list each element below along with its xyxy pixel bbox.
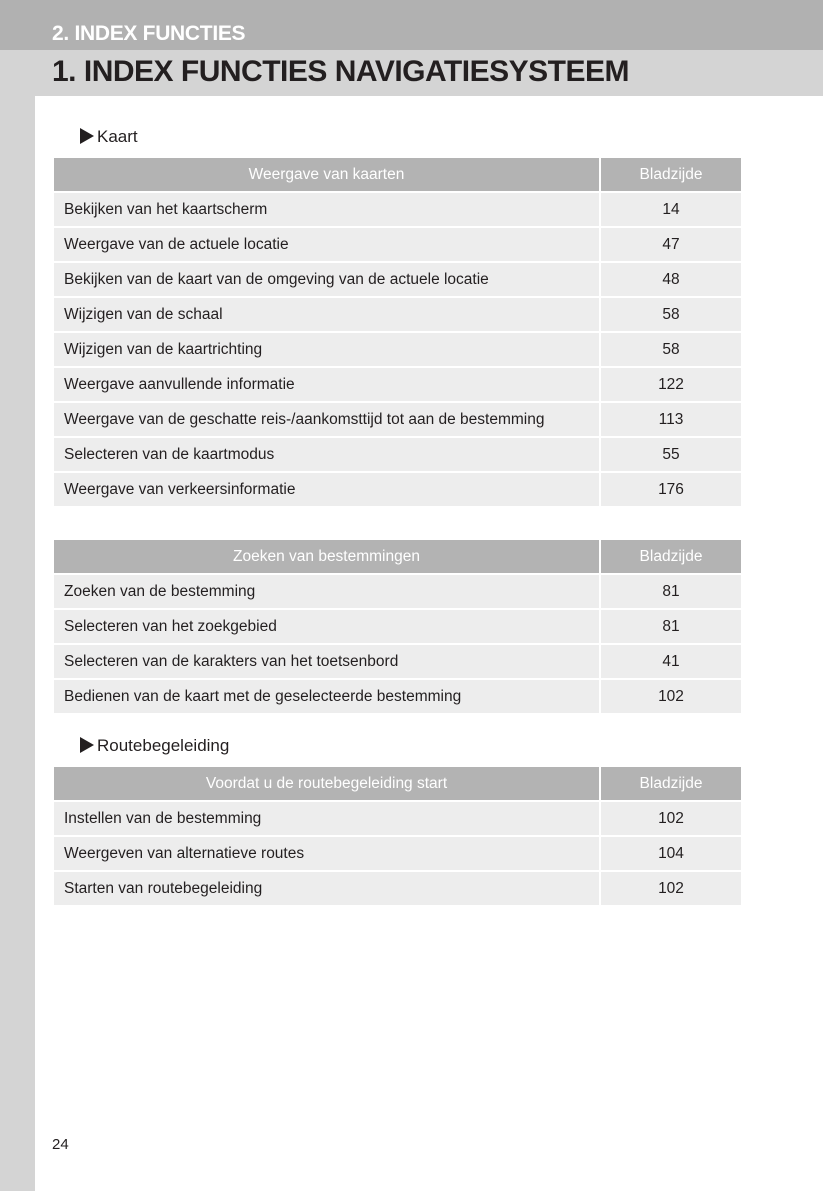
topic-cell: Weergave van de actuele locatie [53,227,600,262]
table-row [53,679,742,714]
table-row [53,472,742,507]
topic-cell: Instellen van de bestemming [53,801,600,836]
table-row [53,836,742,871]
column-header-topic: Voordat u de routebegeleiding start [53,766,600,801]
topic-cell: Zoeken van de bestemming [53,574,600,609]
topic-cell: Weergave aanvullende informatie [53,367,600,402]
topic-cell: Bekijken van de kaart van de omgeving van de actuele locatie [53,262,600,297]
table-header-row [53,766,742,801]
topic-cell: Wijzigen van de schaal [53,297,600,332]
table-row [53,437,742,472]
section-kaart [80,127,138,147]
table-header-row [53,539,742,574]
table-row [53,644,742,679]
page-cell: 58 [600,332,742,367]
page-cell: 102 [600,801,742,836]
column-header-topic: Weergave van kaarten [53,157,600,192]
page-cell: 47 [600,227,742,262]
topic-cell: Selecteren van de karakters van het toetsenbord [53,644,600,679]
page-cell: 14 [600,192,742,227]
page-cell: 104 [600,836,742,871]
page-cell: 102 [600,871,742,906]
section-routebegeleiding [80,736,229,756]
section-label: Kaart [97,127,138,146]
table-row [53,801,742,836]
page-cell: 48 [600,262,742,297]
topic-cell: Weergave van verkeersinformatie [53,472,600,507]
table-weergave-kaarten [52,156,743,508]
topic-cell: Selecteren van het zoekgebied [53,609,600,644]
page-title: 1. INDEX FUNCTIES NAVIGATIESYSTEEM [52,55,629,88]
column-header-page: Bladzijde [600,539,742,574]
page-cell: 81 [600,609,742,644]
topic-cell: Weergeven van alternatieve routes [53,836,600,871]
chapter-heading: 2. INDEX FUNCTIES [52,22,246,45]
table-row [53,262,742,297]
topic-cell: Wijzigen van de kaartrichting [53,332,600,367]
topic-cell: Bekijken van het kaartscherm [53,192,600,227]
topic-cell: Bedienen van de kaart met de geselecteerde bestemming [53,679,600,714]
column-header-page: Bladzijde [600,766,742,801]
page-cell: 122 [600,367,742,402]
table-row [53,297,742,332]
column-header-topic: Zoeken van bestemmingen [53,539,600,574]
page-cell: 58 [600,297,742,332]
table-row [53,574,742,609]
triangle-bullet-icon [80,737,94,753]
table-header-row [53,157,742,192]
topic-cell: Starten van routebegeleiding [53,871,600,906]
page-cell: 176 [600,472,742,507]
page-cell: 113 [600,402,742,437]
table-row [53,192,742,227]
triangle-bullet-icon [80,128,94,144]
side-strip [0,96,35,1191]
page-cell: 55 [600,437,742,472]
page-cell: 41 [600,644,742,679]
table-row [53,871,742,906]
table-row [53,332,742,367]
table-zoeken-bestemmingen [52,538,743,715]
table-row [53,367,742,402]
table-row [53,609,742,644]
column-header-page: Bladzijde [600,157,742,192]
page-number: 24 [52,1136,69,1153]
page-cell: 102 [600,679,742,714]
table-row [53,227,742,262]
page-cell: 81 [600,574,742,609]
section-label: Routebegeleiding [97,736,230,755]
topic-cell: Selecteren van de kaartmodus [53,437,600,472]
topic-cell: Weergave van de geschatte reis-/aankomsttijd tot aan de bestemming [53,402,600,437]
table-row [53,402,742,437]
table-voordat-routebegeleiding [52,765,743,907]
